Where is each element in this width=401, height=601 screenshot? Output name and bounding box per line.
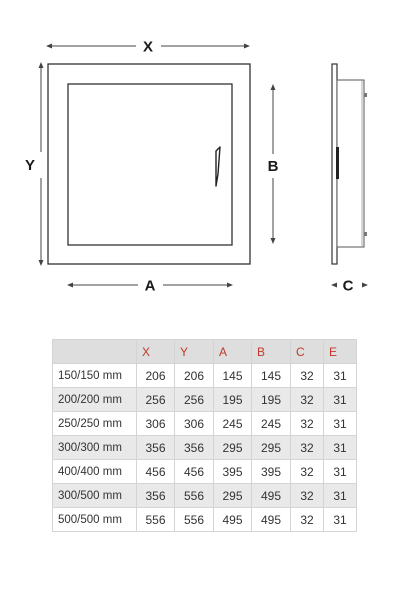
panel-side-view xyxy=(332,64,367,264)
dimension-y xyxy=(25,62,44,266)
table-row xyxy=(53,364,357,388)
size-cell: 250/250 mm xyxy=(53,412,137,436)
dimension-b-label: B xyxy=(267,158,279,175)
c-cell: 32 xyxy=(291,436,324,460)
table-row xyxy=(53,412,357,436)
header-b: B xyxy=(252,340,291,364)
panel-front-view xyxy=(48,64,250,264)
a-cell: 245 xyxy=(214,412,252,436)
side-body xyxy=(337,80,364,247)
size-cell: 500/500 mm xyxy=(53,508,137,532)
y-cell: 556 xyxy=(175,508,214,532)
size-cell: 400/400 mm xyxy=(53,460,137,484)
side-hinge-bottom xyxy=(364,232,367,236)
e-cell: 31 xyxy=(324,436,357,460)
y-cell: 306 xyxy=(175,412,214,436)
e-cell: 31 xyxy=(324,364,357,388)
table-row xyxy=(53,460,357,484)
b-cell: 245 xyxy=(252,412,291,436)
x-cell: 306 xyxy=(137,412,175,436)
table-row xyxy=(53,484,357,508)
a-cell: 495 xyxy=(214,508,252,532)
x-cell: 256 xyxy=(137,388,175,412)
b-cell: 295 xyxy=(252,436,291,460)
dimension-x xyxy=(46,39,250,56)
c-cell: 32 xyxy=(291,412,324,436)
size-cell: 300/300 mm xyxy=(53,436,137,460)
a-cell: 295 xyxy=(214,436,252,460)
b-cell: 395 xyxy=(252,460,291,484)
dimension-x-label: X xyxy=(142,38,154,56)
header-size xyxy=(53,340,137,364)
panel-door xyxy=(68,84,232,245)
x-cell: 456 xyxy=(137,460,175,484)
table-header-row xyxy=(53,340,357,364)
a-cell: 195 xyxy=(214,388,252,412)
dimension-c xyxy=(331,278,368,295)
dimension-a-label: A xyxy=(144,277,156,295)
table-row xyxy=(53,436,357,460)
dimension-y-label: Y xyxy=(24,157,36,174)
y-cell: 206 xyxy=(175,364,214,388)
c-cell: 32 xyxy=(291,364,324,388)
c-cell: 32 xyxy=(291,388,324,412)
size-cell: 150/150 mm xyxy=(53,364,137,388)
b-cell: 495 xyxy=(252,484,291,508)
dimension-c-label: C xyxy=(342,277,354,295)
header-x: X xyxy=(137,340,175,364)
a-cell: 395 xyxy=(214,460,252,484)
y-cell: 556 xyxy=(175,484,214,508)
table-row xyxy=(53,388,357,412)
x-cell: 556 xyxy=(137,508,175,532)
b-cell: 145 xyxy=(252,364,291,388)
c-cell: 32 xyxy=(291,484,324,508)
dimensions-table xyxy=(52,339,357,532)
x-cell: 356 xyxy=(137,484,175,508)
e-cell: 31 xyxy=(324,460,357,484)
y-cell: 356 xyxy=(175,436,214,460)
header-y: Y xyxy=(175,340,214,364)
header-a: A xyxy=(214,340,252,364)
side-handle xyxy=(336,147,339,179)
size-cell: 200/200 mm xyxy=(53,388,137,412)
header-e: E xyxy=(324,340,357,364)
size-cell: 300/500 mm xyxy=(53,484,137,508)
dimension-b xyxy=(268,84,279,244)
y-cell: 456 xyxy=(175,460,214,484)
side-hinge-top xyxy=(364,93,367,97)
table-row xyxy=(53,508,357,532)
a-cell: 295 xyxy=(214,484,252,508)
a-cell: 145 xyxy=(214,364,252,388)
c-cell: 32 xyxy=(291,460,324,484)
b-cell: 495 xyxy=(252,508,291,532)
e-cell: 31 xyxy=(324,484,357,508)
x-cell: 356 xyxy=(137,436,175,460)
y-cell: 256 xyxy=(175,388,214,412)
e-cell: 31 xyxy=(324,508,357,532)
e-cell: 31 xyxy=(324,412,357,436)
dimension-a xyxy=(67,278,233,295)
x-cell: 206 xyxy=(137,364,175,388)
e-cell: 31 xyxy=(324,388,357,412)
header-c: C xyxy=(291,340,324,364)
c-cell: 32 xyxy=(291,508,324,532)
b-cell: 195 xyxy=(252,388,291,412)
